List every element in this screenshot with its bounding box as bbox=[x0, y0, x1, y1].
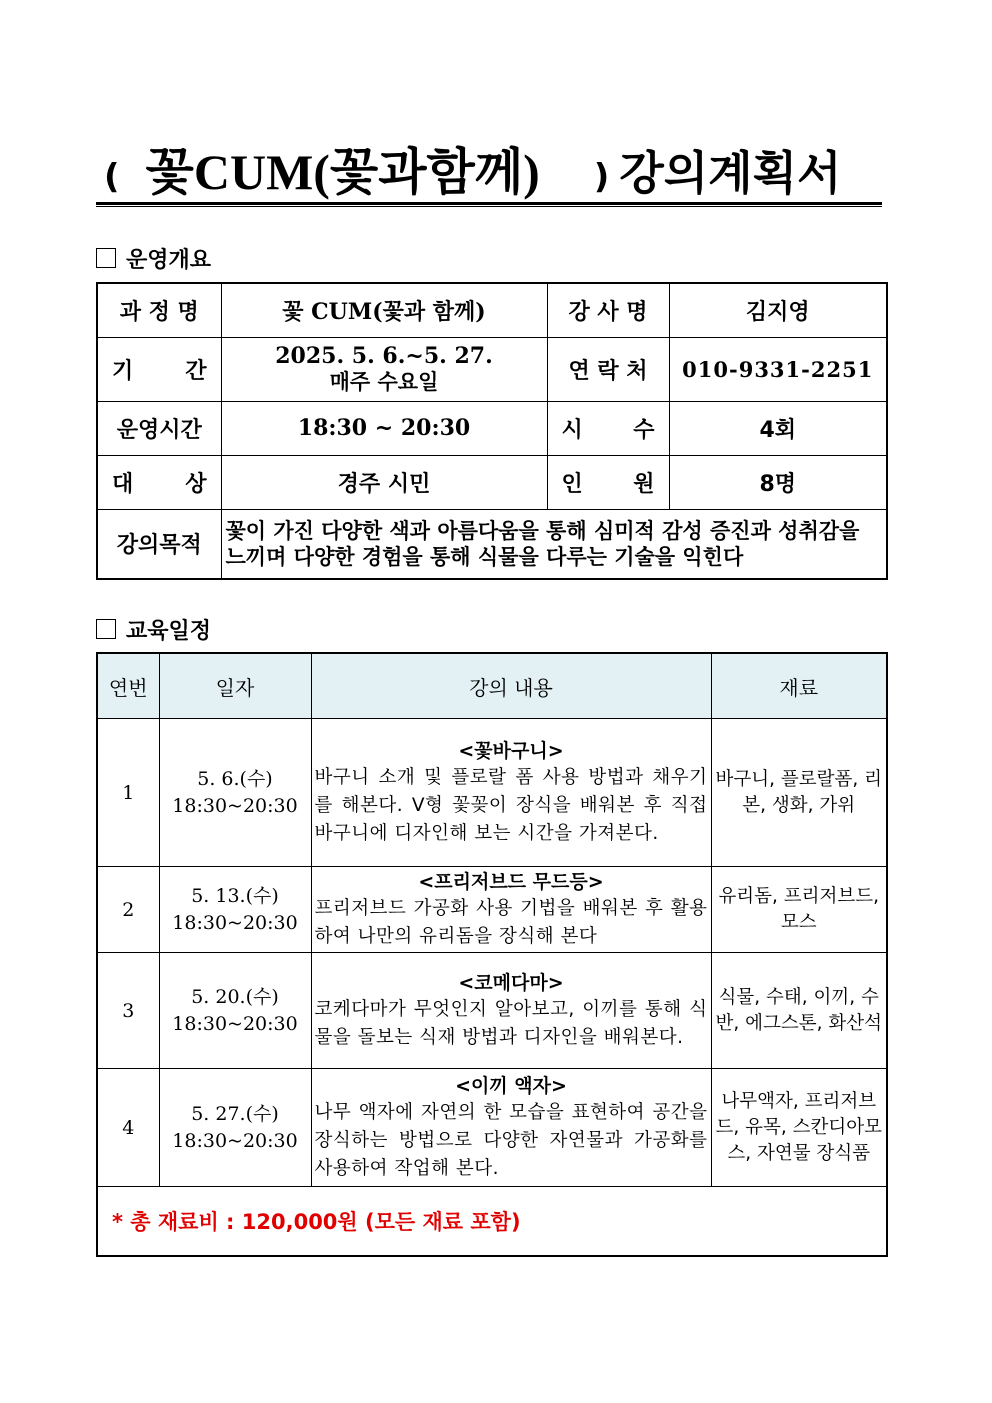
total-row bbox=[97, 1187, 887, 1257]
course-value: 꽃 CUM(꽃과 함께) bbox=[221, 283, 547, 337]
section-schedule-label: 교육일정 bbox=[126, 618, 212, 644]
row-content bbox=[311, 719, 711, 867]
overview-row bbox=[97, 401, 887, 455]
schedule-header-row bbox=[97, 653, 887, 719]
overview-row bbox=[97, 455, 887, 509]
title-open-paren: ( bbox=[104, 156, 120, 197]
contact-label: 연 락 처 bbox=[547, 337, 669, 401]
header-content: 강의 내용 bbox=[311, 653, 711, 719]
schedule-row bbox=[97, 719, 887, 867]
title-underline bbox=[96, 206, 882, 207]
schedule-row bbox=[97, 1069, 887, 1187]
row-materials: 유리돔, 프리저브드, 모스 bbox=[711, 867, 887, 953]
row-body: 바구니 소개 및 플로랄 폼 사용 방법과 채우기를 해본다. V형 꽃꽂이 장식을 배워본 후 직접 바구니에 디자인해 보는 시간을 가져본다. bbox=[314, 766, 708, 844]
time-label: 운영시간 bbox=[97, 401, 221, 455]
row-date: 5. 20.(수) 18:30~20:30 bbox=[159, 953, 311, 1069]
time-value: 18:30 ~ 20:30 bbox=[221, 401, 547, 455]
overview-table bbox=[96, 282, 888, 580]
row-content bbox=[311, 953, 711, 1069]
header-date: 일자 bbox=[159, 653, 311, 719]
people-label: 인 원 bbox=[547, 455, 669, 509]
row-no: 2 bbox=[97, 867, 159, 953]
row-no: 3 bbox=[97, 953, 159, 1069]
overview-row bbox=[97, 337, 887, 401]
row-materials: 바구니, 플로랄폼, 리본, 생화, 가위 bbox=[711, 719, 887, 867]
period-label: 기 간 bbox=[97, 337, 221, 401]
row-materials: 나무액자, 프리저브드, 유목, 스칸디아모스, 자연물 장식품 bbox=[711, 1069, 887, 1187]
target-label: 대 상 bbox=[97, 455, 221, 509]
checkbox-icon bbox=[96, 248, 116, 268]
sessions-value: 4회 bbox=[669, 401, 887, 455]
section-schedule-heading bbox=[96, 615, 211, 643]
row-content bbox=[311, 867, 711, 953]
row-body: 코케다마가 무엇인지 알아보고, 이끼를 통해 식물을 돌보는 식재 방법과 디자인을 배워본다. bbox=[314, 998, 708, 1048]
row-date: 5. 13.(수) 18:30~20:30 bbox=[159, 867, 311, 953]
title-suffix: 강의계획서 bbox=[619, 146, 842, 200]
contact-value: 010-9331-2251 bbox=[669, 337, 887, 401]
header-no: 연번 bbox=[97, 653, 159, 719]
section-overview-label: 운영개요 bbox=[126, 247, 212, 273]
header-materials: 재료 bbox=[711, 653, 887, 719]
sessions-label: 시 수 bbox=[547, 401, 669, 455]
title-close-paren: ) bbox=[593, 156, 610, 197]
row-no: 4 bbox=[97, 1069, 159, 1187]
row-materials: 식물, 수태, 이끼, 수반, 에그스톤, 화산석 bbox=[711, 953, 887, 1069]
row-title: <코메다마> bbox=[458, 971, 564, 994]
instructor-value: 김지영 bbox=[669, 283, 887, 337]
row-title: <이끼 액자> bbox=[455, 1074, 567, 1097]
course-label: 과 정 명 bbox=[97, 283, 221, 337]
row-date: 5. 27.(수) 18:30~20:30 bbox=[159, 1069, 311, 1187]
overview-row bbox=[97, 283, 887, 337]
people-value: 8명 bbox=[669, 455, 887, 509]
row-body: 프리저브드 가공화 사용 기법을 배워본 후 활용하여 나만의 유리돔을 장식해 본다 bbox=[314, 897, 708, 947]
checkbox-icon bbox=[96, 619, 116, 639]
instructor-label: 강 사 명 bbox=[547, 283, 669, 337]
title-course-name: 꽃CUM(꽃과함께) bbox=[145, 144, 540, 200]
target-value: 경주 시민 bbox=[221, 455, 547, 509]
row-content bbox=[311, 1069, 711, 1187]
schedule-row bbox=[97, 953, 887, 1069]
period-value: 2025. 5. 6.~5. 27. 매주 수요일 bbox=[221, 337, 547, 401]
section-overview-heading bbox=[96, 244, 211, 272]
row-title: <꽃바구니> bbox=[458, 739, 564, 762]
row-title: <프리저브드 무드등> bbox=[418, 870, 604, 893]
schedule-row bbox=[97, 867, 887, 953]
purpose-value: 꽃이 가진 다양한 색과 아름다움을 통해 심미적 감성 증진과 성취감을 느끼며 다양한 경험을 통해 식물을 다루는 기술을 익힌다 bbox=[221, 509, 887, 579]
row-date: 5. 6.(수) 18:30~20:30 bbox=[159, 719, 311, 867]
row-no: 1 bbox=[97, 719, 159, 867]
total-cost: * 총 재료비 : 120,000원 (모든 재료 포함) bbox=[97, 1187, 887, 1257]
overview-row bbox=[97, 509, 887, 579]
purpose-label: 강의목적 bbox=[97, 509, 221, 579]
document-title bbox=[96, 140, 882, 205]
schedule-table bbox=[96, 652, 888, 1257]
row-body: 나무 액자에 자연의 한 모습을 표현하여 공간을 장식하는 방법으로 다양한 자연물과 가공화를 사용하여 작업해 본다. bbox=[314, 1101, 708, 1179]
